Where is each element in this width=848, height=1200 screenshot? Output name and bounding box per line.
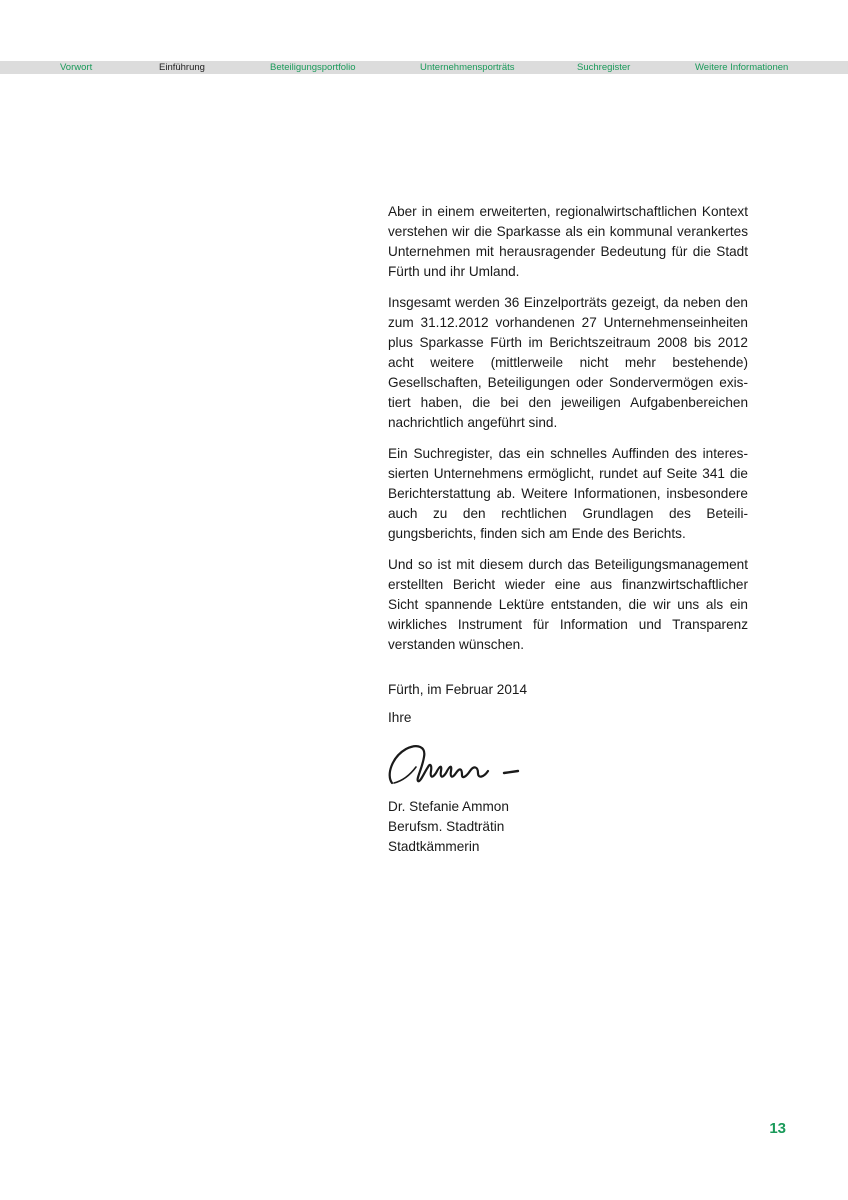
paragraph: Insgesamt werden 36 Einzelporträts gezeigt, da neben den zum 31.12.2012 vorhandenen 27 Unternehmenseinheiten plus Sparkasse Fürth im Berichtszeitraum 2008 bis 2012 acht weitere (mittlerweile nicht mehr bestehende) Gesellschaften, Beteiligungen oder Sondervermögen existiert haben, die bei den jeweiligen Aufgabenbereichen nachrichtlich angeführt sind. [388,295,748,430]
nav-item-einfuehrung[interactable]: Einführung [159,62,205,73]
nav-item-unternehmensportraets[interactable]: Unternehmensporträts [420,62,515,73]
nav-item-weitere-informationen[interactable]: Weitere Informationen [695,62,789,73]
signer-block [388,797,509,857]
paragraph: Ein Suchregister, das ein schnelles Auffinden des interessierten Unternehmens ermöglicht, rundet auf Seite 341 die Berichterstattung ab. Weitere Informationen, insbesondere auch zu den rechtlichen Grundlagen des Beteiligungsberichts, finden sich am Ende des Berichts. [388,446,748,541]
nav-item-vorwort[interactable]: Vorwort [60,62,93,73]
nav-item-suchregister[interactable]: Suchregister [577,62,631,73]
signer-role: Stadtkämmerin [388,839,480,854]
page-number: 13 [769,1120,786,1137]
place-date-text: Fürth, im Februar 2014 [388,682,528,697]
handwritten-signature [378,735,538,795]
place-date [388,680,527,700]
paragraph: Und so ist mit diesem durch das Beteiligungsmanagement erstellten Bericht wieder eine aus finanzwirtschaftlicher Sicht spannende Lektüre entstanden, die wir uns als ein wirkliches Instrument für Information und Transparenz verstanden wünschen. [388,557,748,652]
signer-title: Berufsm. Stadträtin [388,819,505,834]
body-text [388,202,748,666]
signer-name: Dr. Stefanie Ammon [388,799,509,814]
greeting: Ihre [388,710,412,725]
nav-item-beteiligungsportfolio[interactable]: Beteiligungsportfolio [270,62,356,73]
paragraph: Aber in einem erweiterten, regionalwirtschaftlichen Kontext verstehen wir die Sparkasse als ein kommunal verankertes Unternehmen mit herausragender Bedeutung für die Stadt Fürth und ihr Umland. [388,204,748,279]
top-navigation-bar [0,61,848,74]
